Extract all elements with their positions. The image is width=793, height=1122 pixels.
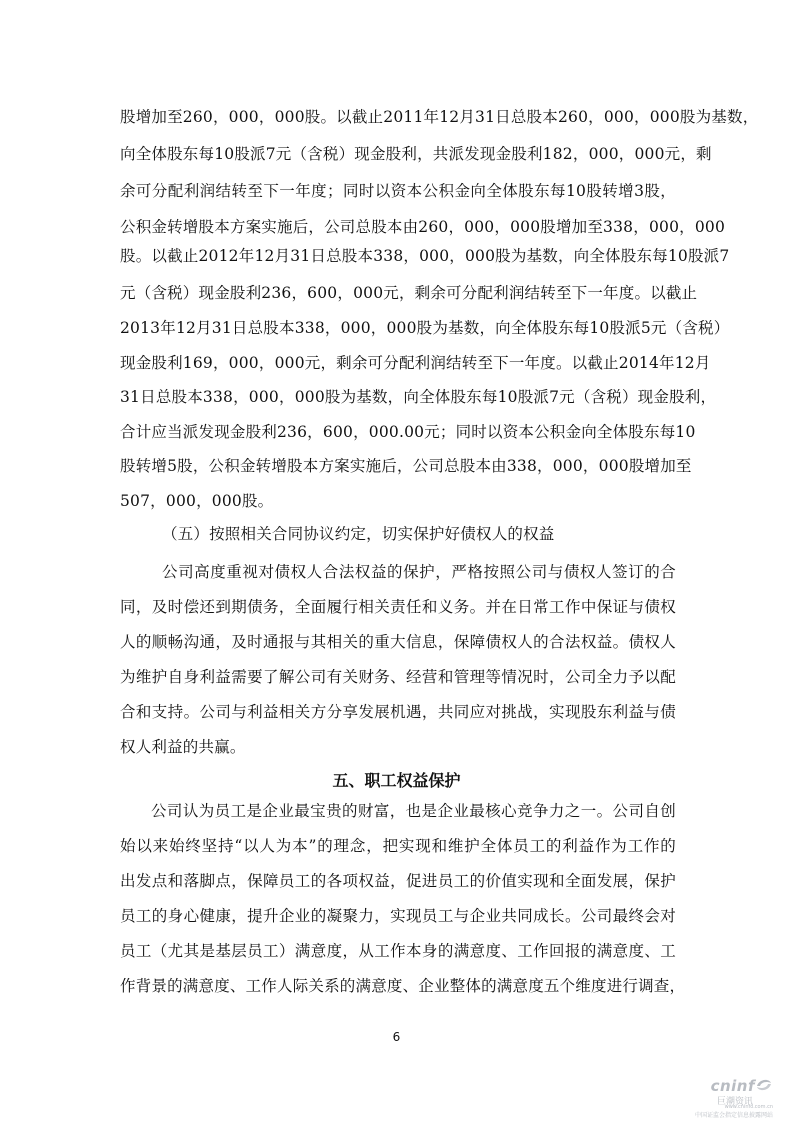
text-line: 合计应当派发现金股利236，600，000.00元；同时以资本公积金向全体股东每10 — [120, 423, 696, 441]
text-line: 员工（尤其是基层员工）满意度，从工作本身的满意度、工作回报的满意度、工 — [120, 942, 676, 960]
cninfo-watermark — [680, 1075, 775, 1117]
text-line: 股增加至260，000，000股。以截止2011年12月31日总股本260，000，000股为基数， — [120, 108, 759, 126]
text-line: 出发点和落脚点，保障员工的各项权益，促进员工的价值实现和全面发展，保护 — [120, 872, 676, 890]
text-line: 作背景的满意度、工作人际关系的满意度、企业整体的满意度五个维度进行调查， — [120, 977, 686, 995]
text-line: 现金股利169，000，000元，剩余可分配利润结转至下一年度。以截止2014年12月 — [120, 354, 711, 372]
swirl-icon — [755, 1077, 773, 1093]
text-line: 人的顺畅沟通，及时通报与其相关的重大信息，保障债权人的合法权益。债权人 — [120, 633, 676, 651]
text-line: 公司认为员工是企业最宝贵的财富，也是企业最核心竞争力之一。公司自创 — [151, 802, 676, 820]
text-line: 元（含税）现金股利236，600，000元，剩余可分配利润结转至下一年度。以截止 — [120, 284, 698, 302]
text-line: 余可分配利润结转至下一年度；同时以资本公积金向全体股东每10股转增3股， — [120, 182, 676, 200]
text-line: 同，及时偿还到期债务，全面履行相关责任和义务。并在日常工作中保证与债权 — [120, 598, 676, 616]
subsection-heading: （五）按照相关合同协议约定，切实保护好债权人的权益 — [162, 525, 555, 543]
text-line: 2013年12月31日总股本338，000，000股为基数，向全体股东每10股派5元（含税） — [120, 319, 730, 337]
text-line: 合和支持。公司与利益相关方分享发展机遇，共同应对挑战，实现股东利益与债 — [120, 703, 676, 721]
text-line: 公司高度重视对债权人合法权益的保护，严格按照公司与债权人签订的合 — [162, 563, 676, 581]
watermark-url: www.cninfo.com.cn — [724, 1104, 773, 1110]
text-line: 股。以截止2012年12月31日总股本338，000，000股为基数，向全体股东每10股派7 — [120, 247, 730, 265]
text-line: 始以来始终坚持“以人为本”的理念，把实现和维护全体员工的利益作为工作的 — [120, 837, 676, 855]
section-heading: 五、职工权益保护 — [332, 771, 461, 790]
page-number: 6 — [392, 1030, 401, 1044]
text-line: 向全体股东每10股派7元（含税）现金股利，共派发现金股利182，000，000元，剩 — [120, 145, 712, 163]
watermark-cn-name: 巨潮资讯 — [716, 1097, 753, 1107]
watermark-org: 中国证监会指定信息披露网站 — [694, 1112, 773, 1119]
watermark-logo-text: cninf — [710, 1077, 755, 1095]
text-line: 公积金转增股本方案实施后，公司总股本由260，000，000股增加至338，000，000 — [120, 218, 726, 236]
text-line: 507，000，000股。 — [120, 492, 274, 510]
text-line: 权人利益的共赢。 — [120, 738, 246, 756]
text-line: 员工的身心健康，提升企业的凝聚力，实现员工与企业共同成长。公司最终会对 — [120, 907, 676, 925]
text-line: 为维护自身利益需要了解公司有关财务、经营和管理等情况时，公司全力予以配 — [120, 668, 676, 686]
text-line: 31日总股本338，000，000股为基数，向全体股东每10股派7元（含税）现金股利， — [120, 388, 717, 406]
text-line: 股转增5股，公积金转增股本方案实施后，公司总股本由338，000，000股增加至 — [120, 457, 692, 475]
